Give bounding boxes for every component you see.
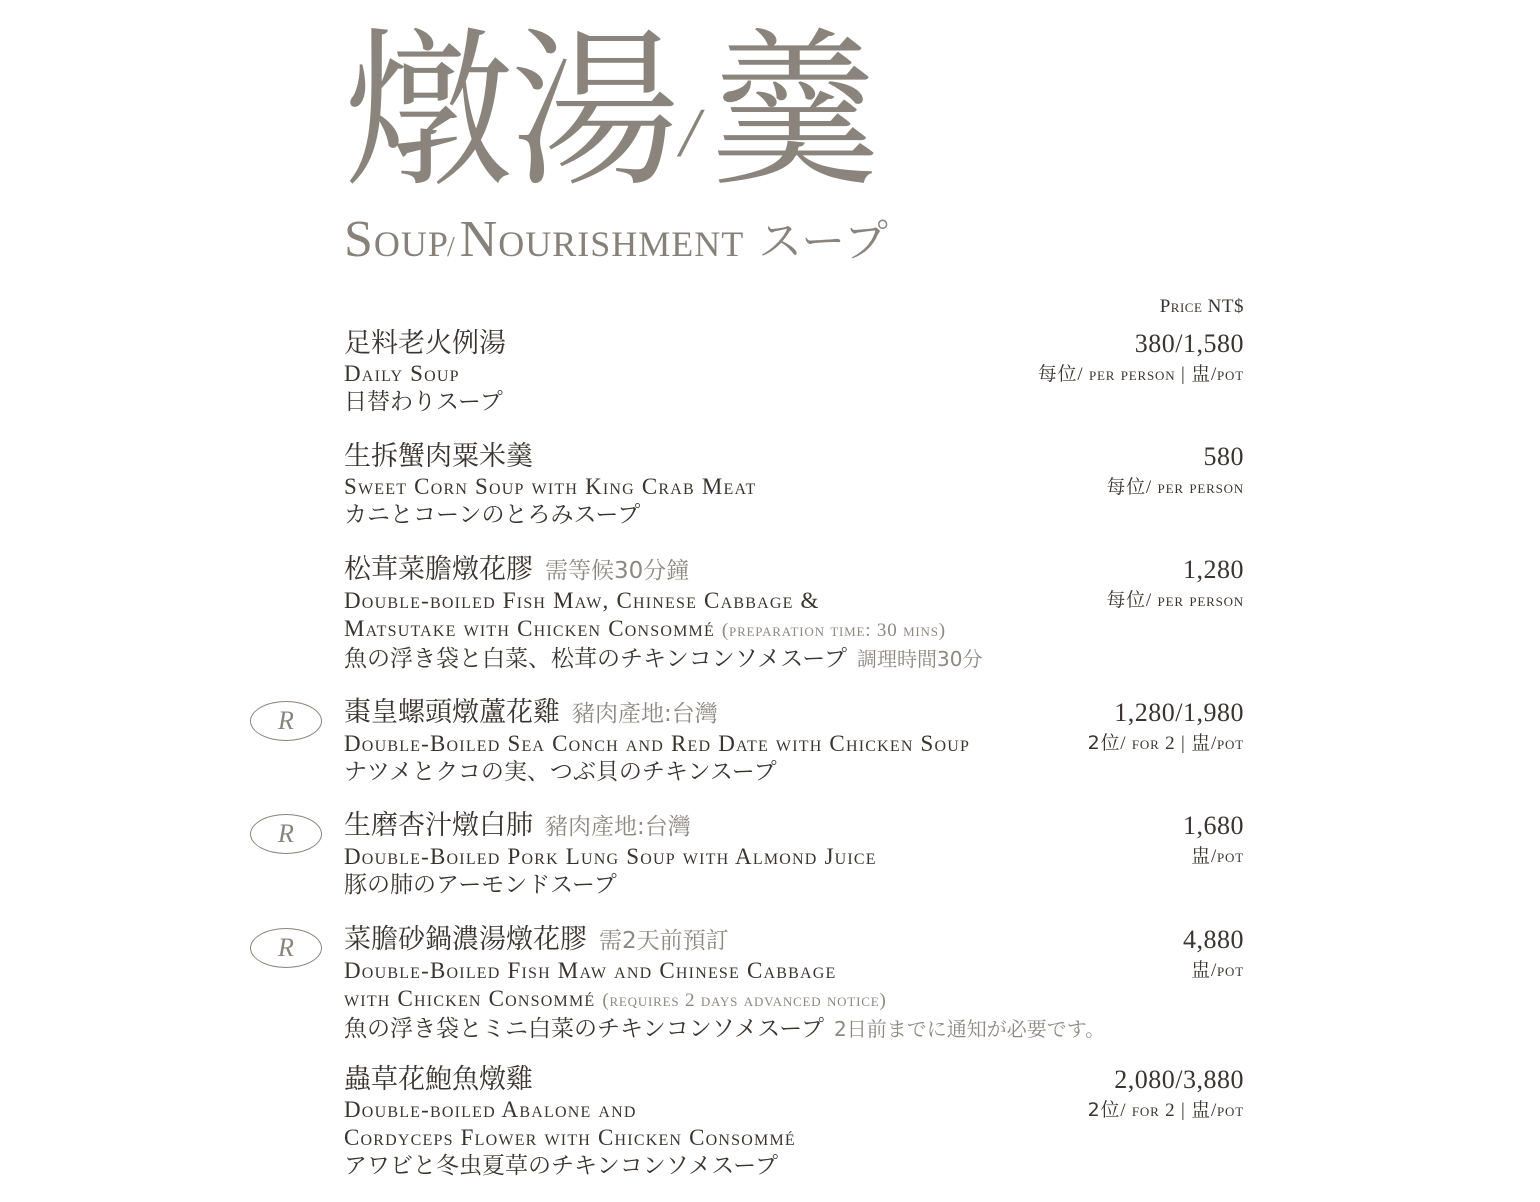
menu-item	[344, 554, 1244, 673]
unit-cjk: 每位	[1106, 476, 1146, 498]
menu-item	[278, 924, 1244, 1043]
item-name-zh-text: 足料老火例湯	[344, 328, 506, 359]
item-name-en-line-1: Double-boiled Fish Maw, Chinese Cabbage &	[344, 588, 820, 613]
item-name-zh-text: 菜膽砂鍋濃湯燉花膠	[344, 924, 587, 955]
unit-cjk-2: 盅	[1191, 363, 1211, 385]
unit-text: / for 2 |	[1120, 733, 1192, 754]
page-title-chinese	[344, 13, 876, 224]
unit-text-2: /pot	[1210, 364, 1244, 385]
unit-cjk: 2位	[1087, 1099, 1121, 1121]
item-note-zh: 需2天前預訂	[599, 928, 729, 954]
unit-text-2: /pot	[1210, 960, 1244, 981]
item-unit	[1088, 729, 1244, 758]
item-name-zh-text: 生拆蟹肉粟米羹	[344, 441, 533, 472]
title-japanese: スープ	[758, 216, 889, 267]
item-price: 580	[1203, 442, 1244, 471]
item-name-en: Double-Boiled Pork Lung Soup with Almond Juice	[344, 844, 877, 869]
menu-item	[344, 1064, 1244, 1180]
item-name-en-line-2	[344, 615, 1244, 645]
recommended-badge-icon: R	[250, 928, 322, 968]
item-note-zh: 豬肉產地:台灣	[572, 701, 718, 727]
unit-text: / for 2 |	[1120, 1100, 1192, 1121]
item-unit	[1183, 842, 1244, 871]
title-zh-part-2: 羹	[709, 13, 876, 211]
item-name-ja	[344, 1015, 1244, 1043]
item-name-ja-text: 魚の浮き袋と白菜、松茸のチキンコンソメスープ	[344, 646, 848, 672]
title-en-part-2: Nourishment	[459, 211, 745, 268]
item-note-en: (preparation time: 30 mins)	[721, 620, 946, 641]
item-price-block	[1088, 1064, 1244, 1125]
recommended-badge-icon: R	[250, 814, 322, 854]
unit-cjk-2: 盅	[1191, 845, 1211, 867]
item-name-zh-text: 生磨杏汁燉白肺	[344, 810, 533, 841]
menu-item	[344, 441, 1244, 529]
item-name-en: Sweet Corn Soup with King Crab Meat	[344, 474, 757, 499]
item-name-zh	[344, 810, 1244, 843]
item-name-zh-text: 棗皇螺頭燉蘆花雞	[344, 697, 560, 728]
item-unit	[1183, 956, 1244, 985]
item-note-zh: 需等候30分鐘	[545, 558, 690, 584]
item-name-en: Double-Boiled Sea Conch and Red Date with Chicken Soup	[344, 731, 971, 756]
item-name-en-line-2: Cordyceps Flower with Chicken Consommé	[344, 1125, 796, 1150]
item-name-ja: ナツメとクコの実、つぶ貝のチキンスープ	[344, 759, 777, 785]
unit-cjk-2: 盅	[1191, 959, 1211, 981]
item-price-block	[1088, 697, 1244, 758]
item-price-block	[1106, 441, 1244, 502]
item-note-ja: 調理時間30分	[857, 647, 983, 671]
item-price: 380/1,580	[1134, 329, 1244, 358]
item-price-block	[1038, 328, 1244, 389]
item-name-en-text: Matsutake with Chicken Consommé	[344, 616, 715, 641]
title-zh-part-1: 燉湯	[344, 13, 677, 211]
unit-cjk-2: 盅	[1191, 732, 1211, 754]
item-name-en-line-1: Double-boiled Abalone and	[344, 1097, 637, 1122]
recommended-badge-icon: R	[250, 701, 322, 741]
unit-text: / per person	[1145, 590, 1244, 611]
item-price: 1,280/1,980	[1114, 698, 1244, 727]
item-price: 1,680	[1183, 811, 1244, 840]
menu-item	[278, 697, 1244, 786]
item-name-en-text: with Chicken Consommé	[344, 986, 596, 1011]
item-unit	[1106, 473, 1244, 502]
item-name-ja: アワビと冬虫夏草のチキンコンソメスープ	[344, 1153, 779, 1179]
item-price-block	[1183, 810, 1244, 871]
item-unit	[1038, 360, 1244, 389]
unit-cjk: 2位	[1087, 732, 1121, 754]
item-price: 2,080/3,880	[1114, 1065, 1244, 1094]
item-note-zh: 豬肉產地:台灣	[545, 814, 691, 840]
item-name-en-line-1: Double-Boiled Fish Maw and Chinese Cabbage	[344, 958, 837, 983]
page-title-english	[344, 212, 889, 276]
menu-item	[344, 328, 1244, 416]
item-name-en-line-2	[344, 985, 1244, 1015]
item-name-zh-text: 蟲草花鮑魚燉雞	[344, 1064, 533, 1095]
item-name-zh	[344, 924, 1244, 957]
unit-text: / per person	[1145, 477, 1244, 498]
item-unit	[1088, 1096, 1244, 1125]
unit-cjk-2: 盅	[1191, 1099, 1211, 1121]
menu-item	[278, 810, 1244, 899]
item-price-block	[1106, 554, 1244, 615]
item-name-ja	[344, 645, 1244, 673]
unit-text: / per person |	[1077, 364, 1192, 385]
unit-text-2: /pot	[1210, 1100, 1244, 1121]
title-en-part-1: Soup	[344, 211, 449, 268]
item-price: 4,880	[1183, 925, 1244, 954]
item-name-ja: 豚の肺のアーモンドスープ	[344, 872, 617, 898]
item-price-block	[1183, 924, 1244, 985]
item-note-ja: 2日前までに通知が必要です。	[834, 1017, 1106, 1041]
item-name-en: Daily Soup	[344, 361, 460, 386]
item-price: 1,280	[1183, 555, 1244, 584]
item-name-ja: 日替わりスープ	[344, 389, 503, 415]
item-note-en: (requires 2 days advanced notice)	[602, 990, 887, 1011]
title-en-slash: /	[446, 232, 456, 263]
price-column-header: Price NT$	[1159, 296, 1244, 317]
unit-text-2: /pot	[1210, 733, 1244, 754]
item-name-zh-text: 松茸菜膽燉花膠	[344, 554, 533, 585]
unit-cjk: 每位	[1037, 363, 1078, 385]
item-unit	[1106, 586, 1244, 615]
title-slash: /	[680, 95, 696, 172]
unit-text-2: /pot	[1210, 846, 1244, 867]
unit-cjk: 每位	[1106, 589, 1146, 611]
item-name-ja-text: 魚の浮き袋とミニ白菜のチキンコンソメスープ	[344, 1016, 825, 1042]
item-name-ja: カニとコーンのとろみスープ	[344, 502, 641, 528]
